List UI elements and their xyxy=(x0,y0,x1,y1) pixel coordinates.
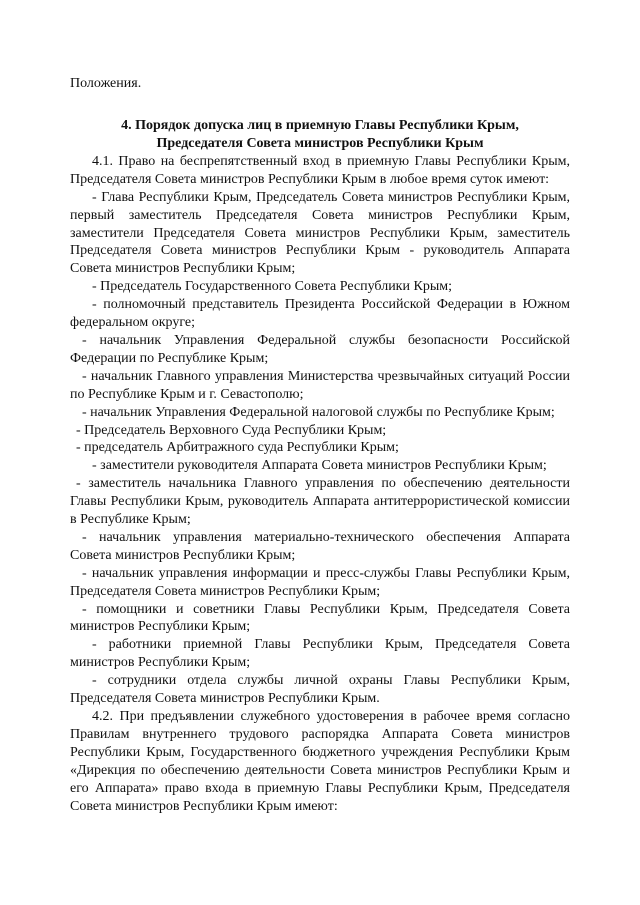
paragraph-4-1: 4.1. Право на беспрепятственный вход в приемную Главы Республики Крым, Председателя Совета министров Республики Крым в любое время суток имеют: xyxy=(70,153,570,187)
list-item: - Председатель Верховного Суда Республики Крым; xyxy=(76,422,387,438)
document-page xyxy=(70,75,570,815)
list-item: - начальник Управления Федеральной службы безопасности Российской Федерации по Республике Крым; xyxy=(70,332,570,366)
list-item: - начальник Главного управления Министерства чрезвычайных ситуаций России по Республике Крым и г. Севастополю; xyxy=(70,368,570,402)
section-heading xyxy=(70,117,570,153)
continuation-text: Положения. xyxy=(70,76,142,91)
list-item: - заместители руководителя Аппарата Совета министров Республики Крым; xyxy=(92,458,547,474)
list-item: - начальник управления информации и пресс-службы Главы Республики Крым, Председателя Совета министров Республики Крым; xyxy=(70,565,570,599)
list-item: - начальник Управления Федеральной налоговой службы по Республике Крым; xyxy=(82,404,555,420)
list-item: - председатель Арбитражного суда Республики Крым; xyxy=(76,440,399,456)
list-item: - Глава Республики Крым, Председатель Совета министров Республики Крым, первый заместитель Председателя Совета министров Республики Крым, заместители Председателя Совета министров Республики Крым, заместитель Председателя Совета министров Республики Крым - руководитель Аппарата Совета министров Республики Крым; xyxy=(70,189,570,277)
list-item: - помощники и советники Главы Республики Крым, Председателя Совета министров Республики Крым; xyxy=(70,601,570,635)
list-item: - полномочный представитель Президента Российской Федерации в Южном федеральном округе; xyxy=(70,297,570,331)
list-item: - начальник управления материально-технического обеспечения Аппарата Совета министров Республики Крым; xyxy=(70,529,570,563)
list-item: - Председатель Государственного Совета Республики Крым; xyxy=(92,279,452,295)
heading-line-2: Председателя Совета министров Республики Крым xyxy=(156,135,484,151)
list-item: - работники приемной Главы Республики Крым, Председателя Совета министров Республики Крым; xyxy=(70,637,570,671)
paragraph-4-2: 4.2. При предъявлении служебного удостоверения в рабочее время согласно Правилам внутреннего трудового распорядка Аппарата Совета министров Республики Крым, Государственного бюджетного учреждения Республики Крым «Дирекция по обеспечению деятельности Совета министров Республики Крым и его Аппарата» право входа в приемную Главы Республики Крым, Председателя Совета министров Республики Крым имеют: xyxy=(70,709,570,814)
list-item: - сотрудники отдела службы личной охраны Главы Республики Крым, Председателя Совета министров Республики Крым. xyxy=(70,673,570,707)
list-item: - заместитель начальника Главного управления по обеспечению деятельности Главы Республики Крым, руководитель Аппарата антитеррористической комиссии в Республике Крым; xyxy=(70,476,570,528)
heading-line-1: 4. Порядок допуска лиц в приемную Главы Республики Крым, xyxy=(121,117,519,133)
